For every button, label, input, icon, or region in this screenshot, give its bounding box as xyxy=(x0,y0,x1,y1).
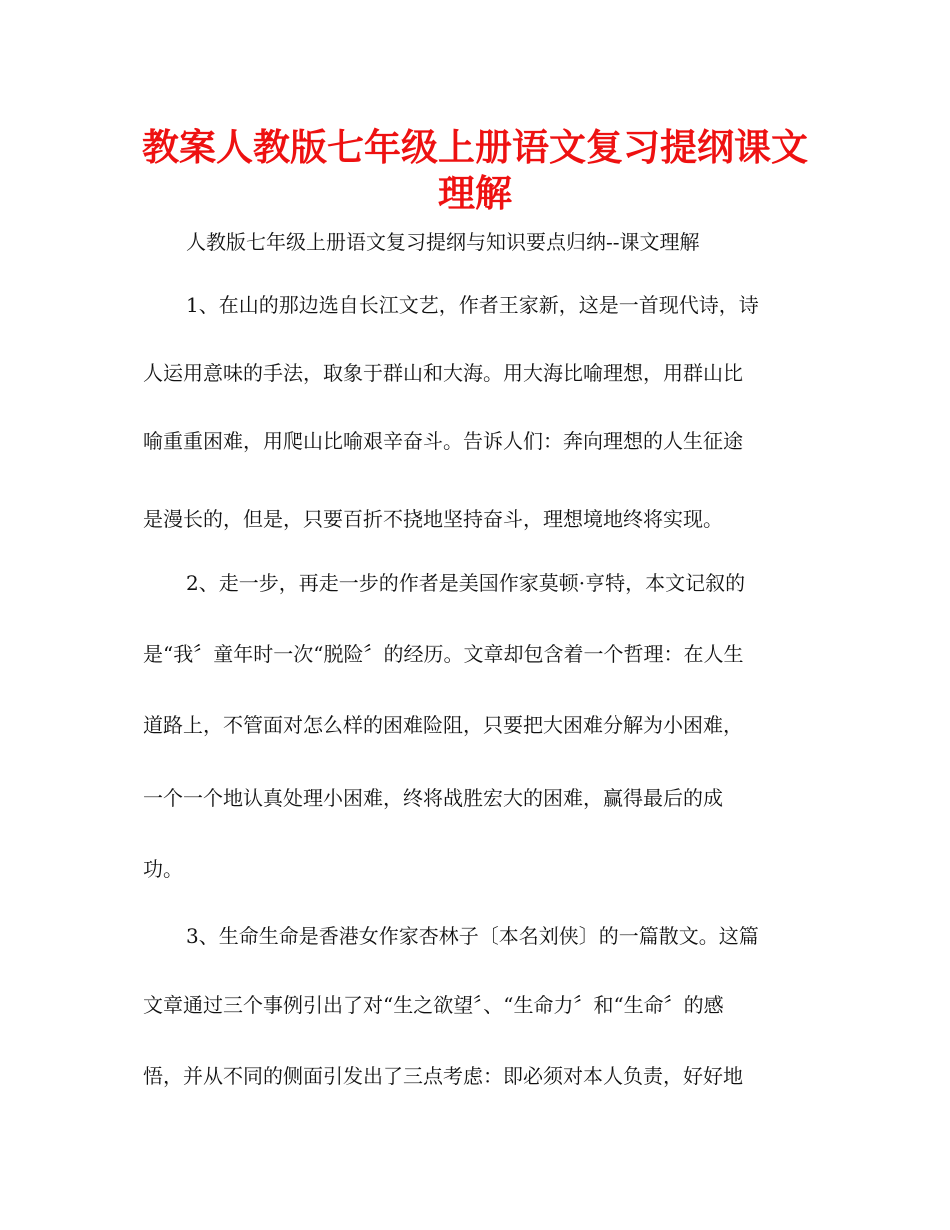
paragraph-1-line-3: 喻重重困难，用爬山比喻艰辛奋斗。告诉人们：奔向理想的人生征途 xyxy=(143,429,743,453)
paragraph-2-line-1: 2、走一步，再走一步的作者是美国作家莫顿·亨特，本文记叙的 xyxy=(186,571,746,595)
paragraph-2-line-2: 是“我〞童年时一次“脱险〞的经历。文章却包含着一个哲理：在人生 xyxy=(143,642,744,666)
paragraph-2-line-5: 功。 xyxy=(143,857,183,881)
paragraph-3-line-1: 3、生命生命是香港女作家杏林子〔本名刘侠〕的一篇散文。这篇 xyxy=(186,924,759,948)
document-title-line-1: 教案人教版七年级上册语文复习提纲课文 xyxy=(142,126,808,169)
document-title-line-2: 理解 xyxy=(438,172,512,215)
paragraph-1-line-1: 1、在山的那边选自长江文艺，作者王家新，这是一首现代诗，诗 xyxy=(186,293,759,317)
paragraph-3-line-2: 文章通过三个事例引出了对“生之欲望〞、“生命力〞和“生命〞的感 xyxy=(143,993,724,1017)
paragraph-3-line-3: 悟，并从不同的侧面引发出了三点考虑：即必须对本人负责，好好地 xyxy=(143,1064,743,1088)
document-subtitle: 人教版七年级上册语文复习提纲与知识要点归纳--课文理解 xyxy=(186,230,700,254)
paragraph-2-line-4: 一个一个地认真处理小困难，终将战胜宏大的困难，赢得最后的成 xyxy=(143,786,723,810)
paragraph-2-line-3: 道路上，不管面对怎么样的困难险阻，只要把大困难分解为小困难， xyxy=(143,713,743,737)
paragraph-1-line-4: 是漫长的，但是，只要百折不挠地坚持奋斗，理想境地终将实现。 xyxy=(143,507,723,531)
paragraph-1-line-2: 人运用意味的手法，取象于群山和大海。用大海比喻理想，用群山比 xyxy=(143,361,743,385)
